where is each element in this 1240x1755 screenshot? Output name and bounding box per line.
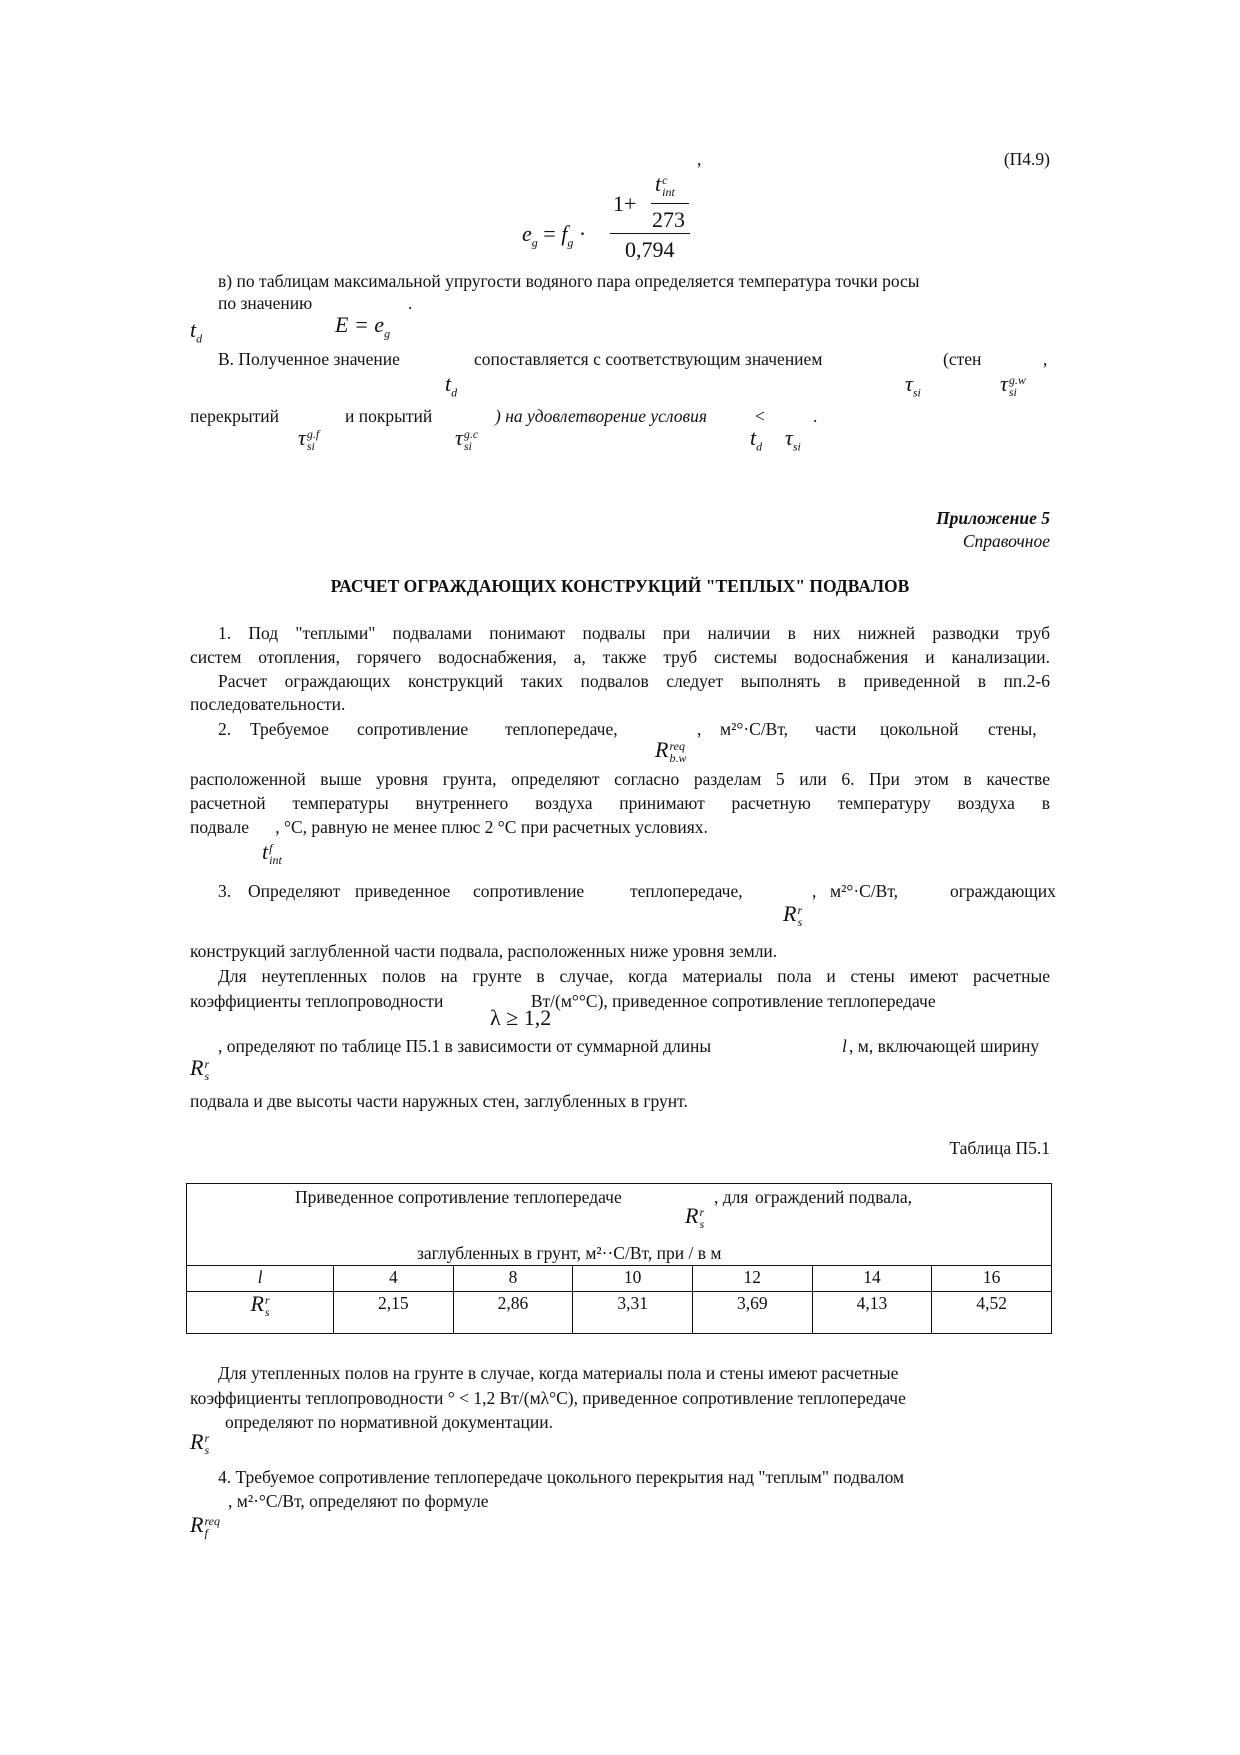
- math-R-s-r-2: R r s: [190, 1055, 210, 1083]
- cell-l: 4: [334, 1266, 454, 1292]
- p1-line4: последовательности.: [190, 694, 346, 714]
- p4-line2: , м²·°С/Вт, определяют по формуле: [228, 1491, 489, 1511]
- p2-line4: подвале , °С, равную не менее плюс 2 °С при расчетных условиях.: [190, 817, 708, 837]
- cell-l: 12: [692, 1266, 812, 1292]
- cell-r: 4,52: [932, 1292, 1052, 1334]
- math-tau-si: $\tau_{si}$: [905, 371, 921, 400]
- header-text: , для: [714, 1187, 749, 1207]
- formula-273: 273: [652, 207, 685, 232]
- p2-word: цокольной: [880, 719, 959, 739]
- cell-r: 2,86: [453, 1292, 573, 1334]
- p1-line2: систем отопления, горячего водоснабжения, а, также труб системы водоснабжения и канализации.: [190, 647, 1050, 667]
- p2-word: Требуемое: [250, 719, 329, 739]
- table-header: [187, 1184, 1052, 1266]
- appendix-kind: Справочное: [962, 531, 1050, 551]
- p2-word: м²°·С/Вт,: [720, 719, 789, 739]
- p2-word: ,: [697, 719, 702, 739]
- para-b-l2-lt: <: [755, 406, 765, 426]
- cell-l: 8: [453, 1266, 573, 1292]
- p-after-line1: Для утепленных полов на грунте в случае, когда материалы пола и стены имеют расчетные: [218, 1363, 899, 1383]
- p3-word: м²°·С/Вт,: [830, 881, 899, 901]
- cell-l: 14: [812, 1266, 932, 1292]
- table-p5-1: [186, 1183, 1052, 1334]
- p3-word: ,: [812, 881, 817, 901]
- p3-line5: , определяют по таблице П5.1 в зависимости от суммарной длины: [218, 1036, 712, 1056]
- cell-r: 3,69: [692, 1292, 812, 1334]
- math-R-s-r: R r s: [783, 901, 803, 929]
- math-R-s-r-header: R r s: [685, 1203, 705, 1231]
- math-tau-si-2: $\tau_{si}$: [785, 425, 801, 454]
- formula-denominator: 0,794: [625, 237, 675, 262]
- p3-word: сопротивление: [473, 881, 585, 901]
- p3-line6: подвала и две высоты части наружных стен, заглубленных в грунт.: [190, 1091, 688, 1111]
- cell-l: 10: [573, 1266, 693, 1292]
- p3-word: теплопередаче,: [630, 881, 743, 901]
- p3-word: Определяют: [248, 881, 341, 901]
- p2-word: теплопередаче,: [505, 719, 618, 739]
- appendix-title: РАСЧЕТ ОГРАЖДАЮЩИХ КОНСТРУКЦИЙ "ТЕПЛЫХ" ПОДВАЛОВ: [330, 576, 910, 596]
- math-td: $t_d$: [190, 317, 203, 346]
- formula-comma: ,: [697, 149, 702, 169]
- p2-word: 2.: [218, 719, 232, 739]
- p3-word: ограждающих: [950, 881, 1056, 901]
- math-R-req-f: R req f: [190, 1512, 221, 1540]
- math-E-eq-eg: $E = e_g$: [335, 312, 391, 341]
- p2-word: сопротивление: [357, 719, 469, 739]
- para-b-part3: (стен: [943, 349, 982, 369]
- p1-line1: 1. Под "теплыми" подвалами понимают подвалы при наличии в них нижней разводки труб: [218, 623, 1050, 643]
- para-b-l2-period: .: [813, 406, 818, 426]
- p3-word: 3.: [218, 881, 232, 901]
- p3-line5b: , м, включающей ширину: [849, 1036, 1040, 1056]
- para-v-period: .: [408, 293, 413, 313]
- header-text: заглубленных в грунт, м²··С/Вт, при / в м: [417, 1243, 722, 1263]
- p1-line3: Расчет ограждающих конструкций таких подвалов следует выполнять в приведенной в пп.2-6: [218, 671, 1050, 691]
- table-caption: Таблица П5.1: [949, 1138, 1050, 1158]
- p4-line1: 4. Требуемое сопротивление теплопередаче цокольного перекрытия над "теплым" подвалом: [218, 1467, 905, 1487]
- para-v-line2: по значению: [218, 293, 313, 313]
- cell-r: 3,31: [573, 1292, 693, 1334]
- formula-t-int-c: t c int: [655, 171, 675, 199]
- p2-line3: расчетной температуры внутреннего воздуха принимают расчетную температуру воздуха в: [190, 793, 1050, 813]
- math-tau-si-gc: τ g.c si: [455, 425, 479, 453]
- math-tau-si-gw: τ g.w si: [1000, 371, 1026, 399]
- p2-word: стены,: [988, 719, 1037, 739]
- math-R-req-bw: R req b.w: [655, 737, 687, 765]
- math-t-int-f: t f int: [262, 839, 282, 867]
- math-tau-si-gf: τ g.f si: [298, 425, 320, 453]
- formula-one-plus: 1+: [613, 191, 637, 216]
- math-lambda: λ ≥ 1,2: [490, 1005, 552, 1030]
- formula-lhs: $e_g = f_g$ ·: [522, 221, 587, 250]
- para-b-l2-part1: перекрытий: [190, 406, 280, 426]
- para-b-part2: сопоставляется с соответствующим значением: [474, 349, 823, 369]
- cell-r: 4,13: [812, 1292, 932, 1334]
- p2-word: части: [815, 719, 857, 739]
- p2-line2: расположенной выше уровня грунта, определяют согласно разделам 5 или 6. При этом в качестве: [190, 769, 1050, 789]
- formula-number: (П4.9): [1003, 149, 1050, 169]
- header-text: Приведенное сопротивление теплопередаче: [295, 1187, 622, 1207]
- p3-word: приведенное: [355, 881, 451, 901]
- table-row-l: [187, 1266, 1052, 1292]
- row-label-r: R r s: [187, 1292, 334, 1334]
- para-b-part4: ,: [1043, 349, 1048, 369]
- para-v-line1: в) по таблицам максимальной упругости водяного пара определяется температура точки росы: [218, 271, 920, 291]
- p3-l-var: l: [842, 1036, 847, 1056]
- math-td-3: $t_d$: [750, 425, 763, 454]
- table-row-r: [187, 1292, 1052, 1334]
- p3-line2: конструкций заглубленной части подвала, расположенных ниже уровня земли.: [190, 941, 778, 961]
- p-after-line3: определяют по нормативной документации.: [225, 1412, 553, 1432]
- cell-r: 2,15: [334, 1292, 454, 1334]
- p-after-line2: коэффициенты теплопроводности ° < 1,2 Вт/(мλ°С), приведенное сопротивление теплопередаче: [190, 1388, 906, 1408]
- header-text: ограждений подвала,: [755, 1187, 913, 1207]
- cell-l: 16: [932, 1266, 1052, 1292]
- math-R-s-r-3: R r s: [190, 1429, 210, 1457]
- appendix-label: Приложение 5: [936, 508, 1050, 528]
- math-td-2: $t_d$: [445, 371, 458, 400]
- p3-line4: коэффициенты теплопроводности Вт/(м°°С), приведенное сопротивление теплопередаче: [190, 991, 936, 1011]
- fraction-line-inner: [651, 203, 689, 204]
- p3-line3: Для неутепленных полов на грунте в случае, когда материалы пола и стены имеют расчетные: [218, 966, 1050, 986]
- fraction-line-outer: [610, 233, 690, 234]
- para-b-part1: В. Полученное значение: [218, 349, 400, 369]
- row-label-l: l: [187, 1266, 334, 1292]
- para-b-l2-part2: и покрытий: [345, 406, 433, 426]
- para-b-l2-part3: ) на удовлетворение условия: [495, 406, 707, 426]
